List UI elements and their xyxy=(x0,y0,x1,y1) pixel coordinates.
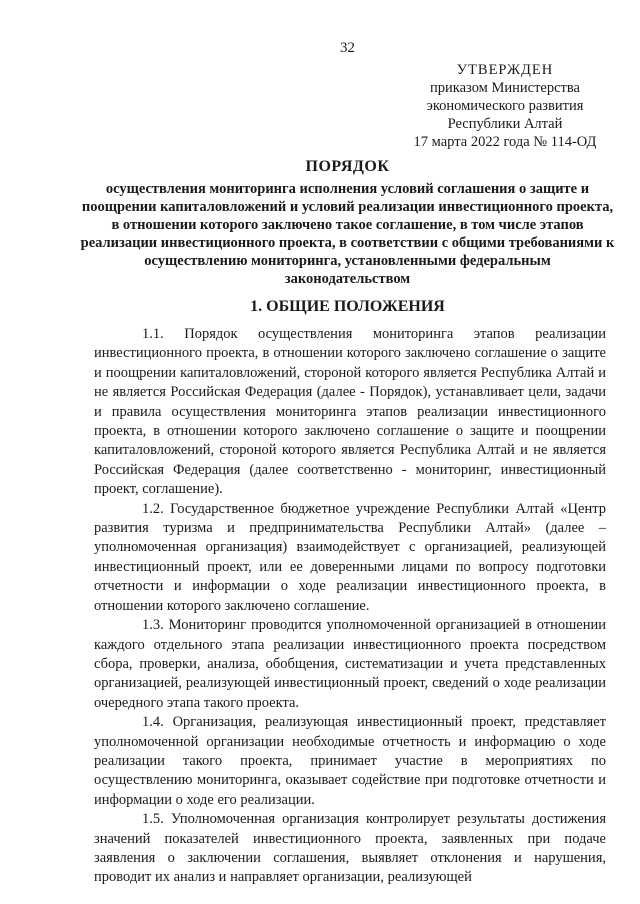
section-heading: 1. ОБЩИЕ ПОЛОЖЕНИЯ xyxy=(250,298,445,315)
paragraph: 1.4. Организация, реализующая инвестиционный проект, представляет уполномоченной организации необходимые отчетность и информацию о ходе реализации такого проекта, принимает участие в мероприятиях по осуществлению мониторинга, оказывает содействие при подготовке отчетности и информации о ходе его реализации. xyxy=(94,714,606,808)
paragraph: 1.2. Государственное бюджетное учреждение Республики Алтай «Центр развития туризма и предпринимательства Республики Алтай» (далее – уполномоченная организация) взаимодействует с организацией, реализующей инвестиционный проект, или ее доверенными лицами по вопросу подготовки отчетности и информации о ходе реализации инвестиционного проекта, в отношении которого заключено соглашение. xyxy=(94,500,606,614)
approval-stamp xyxy=(380,61,630,151)
approval-line: экономического развития xyxy=(426,98,584,114)
body-text xyxy=(94,325,606,888)
paragraph: 1.1. Порядок осуществления мониторинга этапов реализации инвестиционного проекта, в отношении которого заключено соглашение о защите и поощрении капиталовложений, стороной которого является Республика Алтай и не является Российская Федерация (далее - Порядок), устанавливает цели, задачи и правила осуществления мониторинга этапов реализации инвестиционного проекта, в отношении которого заключено соглашение о защите и поощрении капиталовложений, стороной которого является Республика Алтай и не является Российская Федерация (далее соответственно - мониторинг, инвестиционный проект, соглашение). xyxy=(94,326,606,498)
approval-date-line: 17 марта 2022 года № 114-ОД xyxy=(413,134,597,150)
approval-line: приказом Министерства xyxy=(430,80,580,96)
approval-line: Республики Алтай xyxy=(447,116,563,132)
document-title: ПОРЯДОК xyxy=(305,158,390,175)
paragraph: 1.3. Мониторинг проводится уполномоченной организацией в отношении каждого отдельного этапа реализации инвестиционного проекта посредством сбора, проверки, анализа, обобщения, систематизации и учета представленных организацией, реализующей инвестиционный проект, сведений о ходе реализации очередного этапа такого проекта. xyxy=(94,617,606,711)
page-number: 32 xyxy=(340,40,355,56)
document-subtitle: осуществления мониторинга исполнения условий соглашения о защите и поощрении капиталовложений и условий реализации инвестиционного проекта, в отношении которого заключено такое соглашение, в том числе этапов реализации инвестиционного проекта, в соответствии с общими требованиями к осуществлению мониторинга, установленными федеральным законодательством xyxy=(80,181,615,287)
paragraph: 1.5. Уполномоченная организация контролирует результаты достижения значений показателей инвестиционного проекта, заявленных при подаче заявления о заключении соглашения, выявляет отклонения и нарушения, проводит их анализ и направляет организации, реализующей xyxy=(94,811,606,886)
approval-heading: УТВЕРЖДЕН xyxy=(456,62,554,78)
